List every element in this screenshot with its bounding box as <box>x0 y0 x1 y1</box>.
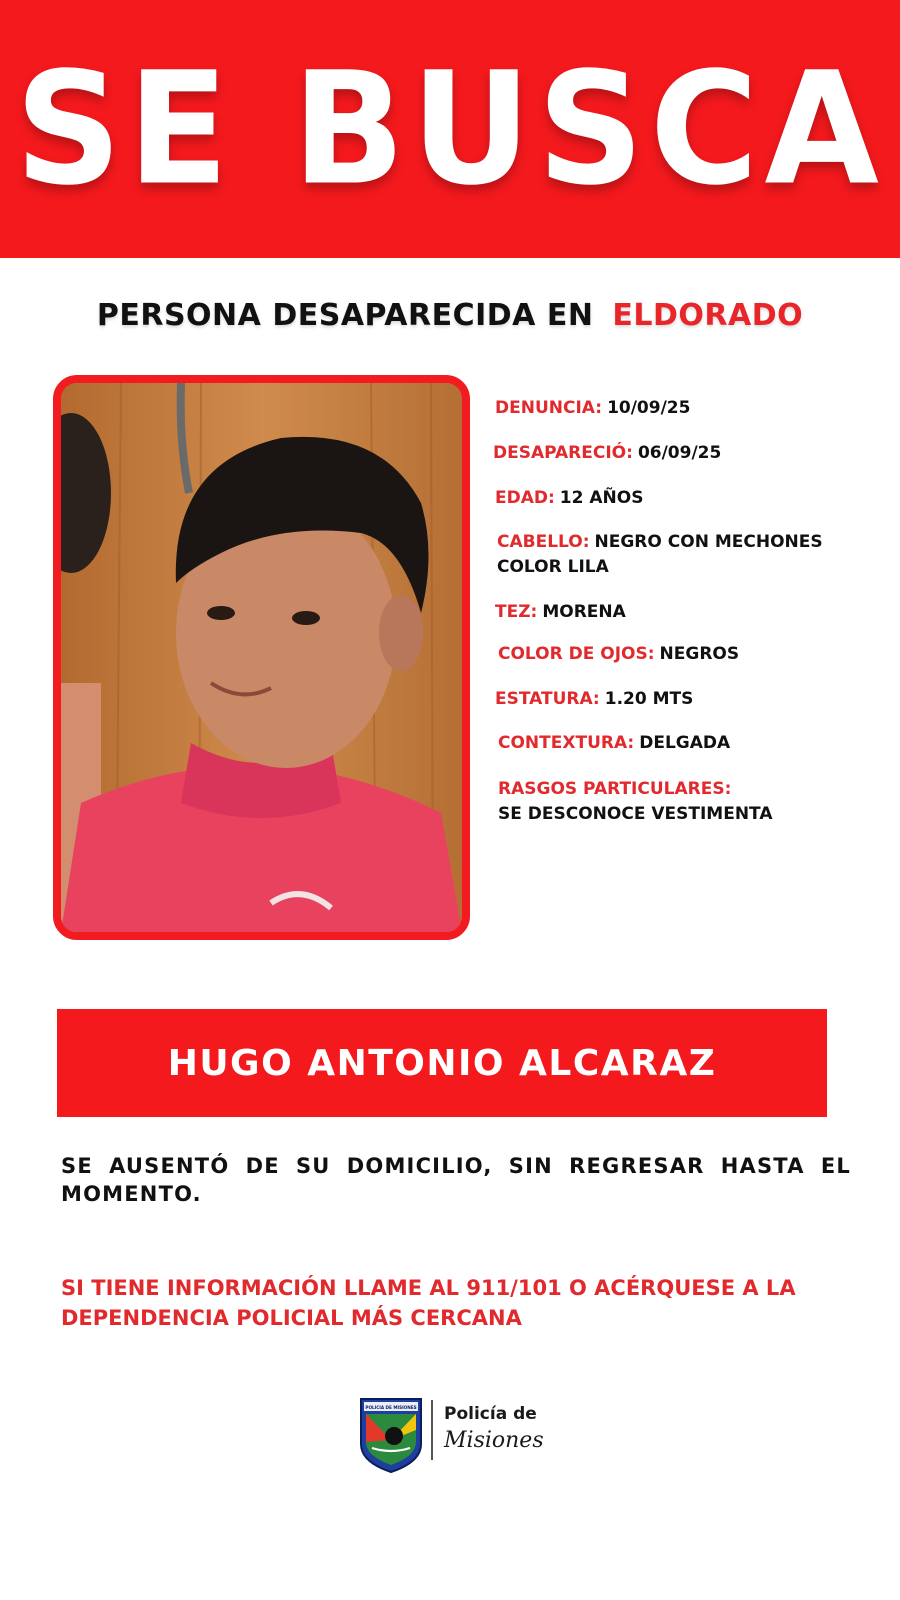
contact-info: SI TIENE INFORMACIÓN LLAME AL 911/101 O ACÉRQUESE A LA DEPENDENCIA POLICIAL MÁS CERCANA <box>61 1276 796 1330</box>
detail-rasgos-value: SE DESCONOCE VESTIMENTA <box>498 804 773 824</box>
detail-estatura-value: 1.20 MTS <box>604 689 694 709</box>
photo-illustration <box>61 383 462 932</box>
detail-ojos-label: COLOR DE OJOS: <box>498 644 655 664</box>
detail-desaparecio <box>493 441 873 466</box>
detail-estatura <box>495 687 875 712</box>
detail-cabello-label: CABELLO: <box>497 532 590 552</box>
logo-line2: Misiones <box>444 1428 544 1453</box>
detail-desaparecio-value: 06/09/25 <box>637 443 722 463</box>
detail-desaparecio-label: DESAPARECIÓ: <box>493 443 633 463</box>
subtitle-city: ELDORADO <box>612 298 804 333</box>
detail-ojos-value: NEGROS <box>659 644 740 664</box>
subtitle <box>0 298 900 333</box>
page-title: SE BUSCA <box>15 38 885 220</box>
police-logo <box>358 1396 558 1476</box>
name-banner <box>57 1009 827 1117</box>
detail-tez <box>495 600 875 625</box>
detail-edad-label: EDAD: <box>495 488 555 508</box>
detail-denuncia-label: DENUNCIA: <box>495 398 603 418</box>
statement-text: SE AUSENTÓ DE SU DOMICILIO, SIN REGRESAR HASTA EL MOMENTO. <box>61 1154 851 1206</box>
detail-denuncia <box>495 396 875 421</box>
detail-tez-label: TEZ: <box>495 602 538 622</box>
detail-cabello-value: NEGRO CON MECHONES COLOR LILA <box>497 532 823 577</box>
logo-line1: Policía de <box>444 1404 537 1424</box>
detail-ojos <box>498 642 878 667</box>
detail-tez-value: MORENA <box>542 602 626 622</box>
detail-edad <box>495 486 875 511</box>
header-banner <box>0 0 900 258</box>
police-shield-icon <box>358 1396 424 1474</box>
detail-rasgos-label: RASGOS PARTICULARES: <box>498 779 732 799</box>
detail-contextura-value: DELGADA <box>639 733 731 753</box>
detail-rasgos <box>498 777 878 827</box>
detail-cabello <box>497 530 827 580</box>
detail-edad-value: 12 AÑOS <box>559 488 644 508</box>
detail-denuncia-value: 10/09/25 <box>607 398 691 418</box>
person-photo <box>53 375 470 940</box>
detail-contextura <box>498 731 878 756</box>
logo-divider <box>431 1400 433 1460</box>
person-name: HUGO ANTONIO ALCARAZ <box>167 1042 717 1084</box>
subtitle-prefix: PERSONA DESAPARECIDA EN <box>96 298 594 333</box>
shield-text: POLICIA DE MISIONES <box>365 1405 417 1410</box>
detail-estatura-label: ESTATURA: <box>495 689 600 709</box>
detail-contextura-label: CONTEXTURA: <box>498 733 635 753</box>
